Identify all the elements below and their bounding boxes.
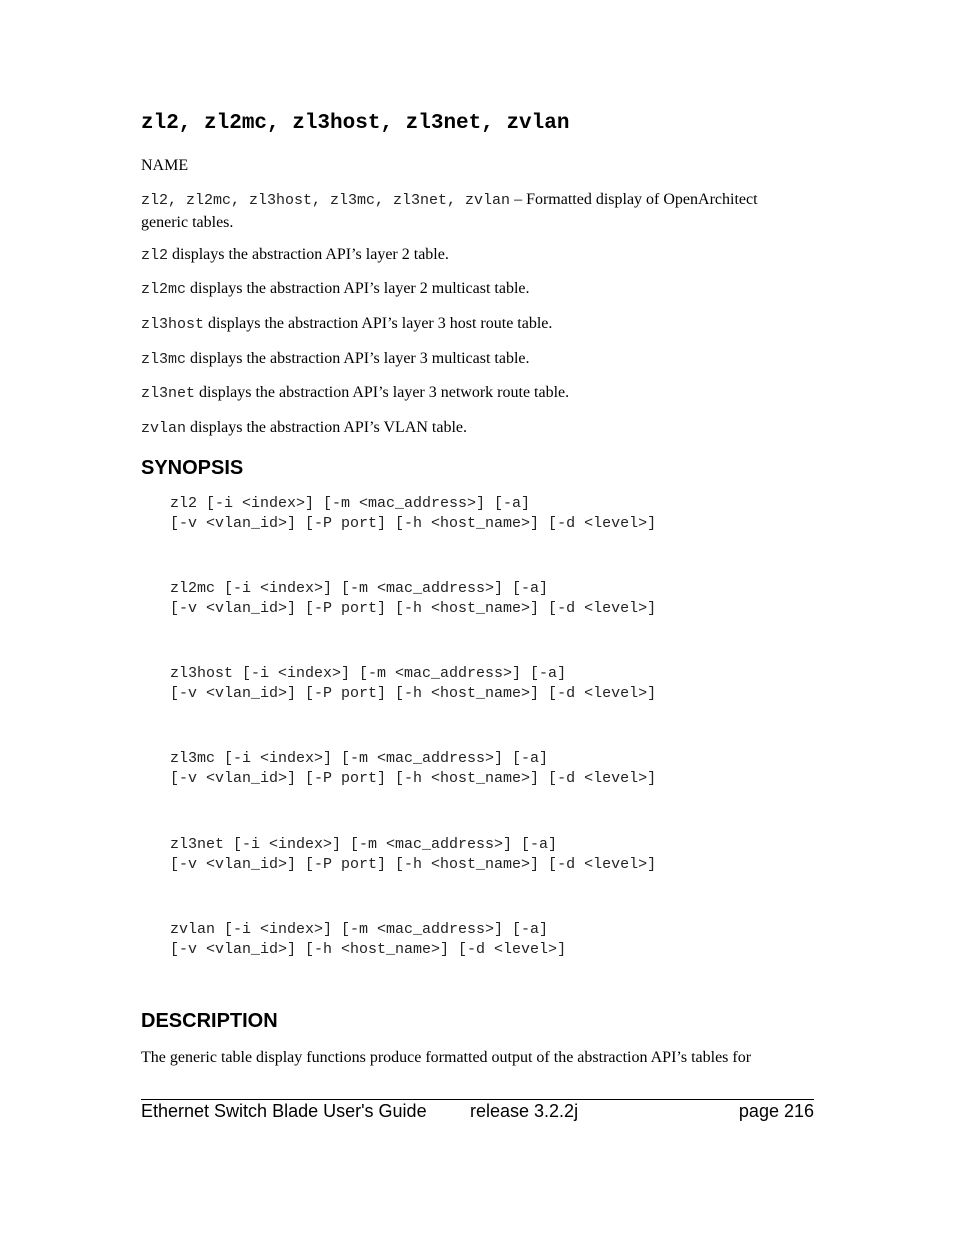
name-description: – Formatted display of OpenArchitect generic tables. bbox=[141, 191, 758, 231]
synopsis-line: [-v <vlan_id>] [-P port] [-h <host_name>] [-d <level>] bbox=[170, 769, 657, 787]
description-text: The generic table display functions produce formatted output of the abstraction API’s tables for bbox=[141, 1049, 752, 1066]
synopsis-zl3host bbox=[170, 664, 656, 703]
desc-zl3net bbox=[141, 382, 781, 405]
description-heading: DESCRIPTION bbox=[141, 1010, 278, 1032]
desc-cmd: zl3net bbox=[141, 385, 196, 402]
synopsis-zl2mc bbox=[170, 579, 656, 618]
synopsis-heading: SYNOPSIS bbox=[141, 457, 244, 479]
name-label: NAME bbox=[141, 157, 189, 174]
desc-text: displays the abstraction API’s layer 3 host route table. bbox=[204, 315, 553, 332]
name-commands: zl2, zl2mc, zl3host, zl3mc, zl3net, zvlan bbox=[141, 192, 511, 209]
synopsis-line: [-v <vlan_id>] [-P port] [-h <host_name>] [-d <level>] bbox=[170, 514, 657, 532]
desc-zvlan bbox=[141, 417, 781, 440]
footer-divider bbox=[141, 1099, 814, 1100]
footer-page-number: page 216 bbox=[738, 1101, 814, 1121]
synopsis-line: zl3host [-i <index>] [-m <mac_address>] [-a] bbox=[170, 665, 567, 682]
synopsis-line: [-v <vlan_id>] [-h <host_name>] [-d <level>] bbox=[170, 940, 567, 958]
synopsis-zl3mc bbox=[170, 749, 656, 788]
desc-text: displays the abstraction API’s layer 3 network route table. bbox=[195, 384, 570, 401]
name-summary bbox=[141, 189, 781, 234]
synopsis-zl3net bbox=[170, 835, 656, 874]
desc-text: displays the abstraction API’s VLAN table. bbox=[186, 419, 468, 436]
synopsis-zvlan bbox=[170, 920, 566, 959]
synopsis-line: [-v <vlan_id>] [-P port] [-h <host_name>] [-d <level>] bbox=[170, 684, 657, 702]
synopsis-line: zl3mc [-i <index>] [-m <mac_address>] [-a] bbox=[170, 750, 549, 767]
synopsis-line: [-v <vlan_id>] [-P port] [-h <host_name>] [-d <level>] bbox=[170, 855, 657, 873]
desc-zl3host bbox=[141, 313, 781, 336]
synopsis-line: zl2mc [-i <index>] [-m <mac_address>] [-a] bbox=[170, 580, 549, 597]
footer-guide-title: Ethernet Switch Blade User's Guide bbox=[141, 1101, 427, 1121]
desc-text: displays the abstraction API’s layer 3 multicast table. bbox=[186, 350, 530, 367]
desc-zl2 bbox=[141, 244, 781, 267]
desc-text: displays the abstraction API’s layer 2 multicast table. bbox=[186, 280, 530, 297]
desc-text: displays the abstraction API’s layer 2 table. bbox=[168, 246, 449, 263]
desc-cmd: zl3mc bbox=[141, 351, 187, 368]
synopsis-line: [-v <vlan_id>] [-P port] [-h <host_name>] [-d <level>] bbox=[170, 599, 657, 617]
desc-cmd: zvlan bbox=[141, 420, 187, 437]
desc-cmd: zl2mc bbox=[141, 281, 187, 298]
desc-cmd: zl3host bbox=[141, 316, 205, 333]
synopsis-line: zl3net [-i <index>] [-m <mac_address>] [-a] bbox=[170, 836, 558, 853]
synopsis-zl2 bbox=[170, 494, 656, 533]
synopsis-line: zvlan [-i <index>] [-m <mac_address>] [-a] bbox=[170, 921, 549, 938]
footer-release: release 3.2.2j bbox=[470, 1101, 579, 1121]
desc-zl3mc bbox=[141, 348, 781, 371]
desc-zl2mc bbox=[141, 278, 781, 301]
synopsis-line: zl2 [-i <index>] [-m <mac_address>] [-a] bbox=[170, 495, 531, 512]
desc-cmd: zl2 bbox=[141, 247, 169, 264]
command-title: zl2, zl2mc, zl3host, zl3net, zvlan bbox=[141, 112, 570, 135]
